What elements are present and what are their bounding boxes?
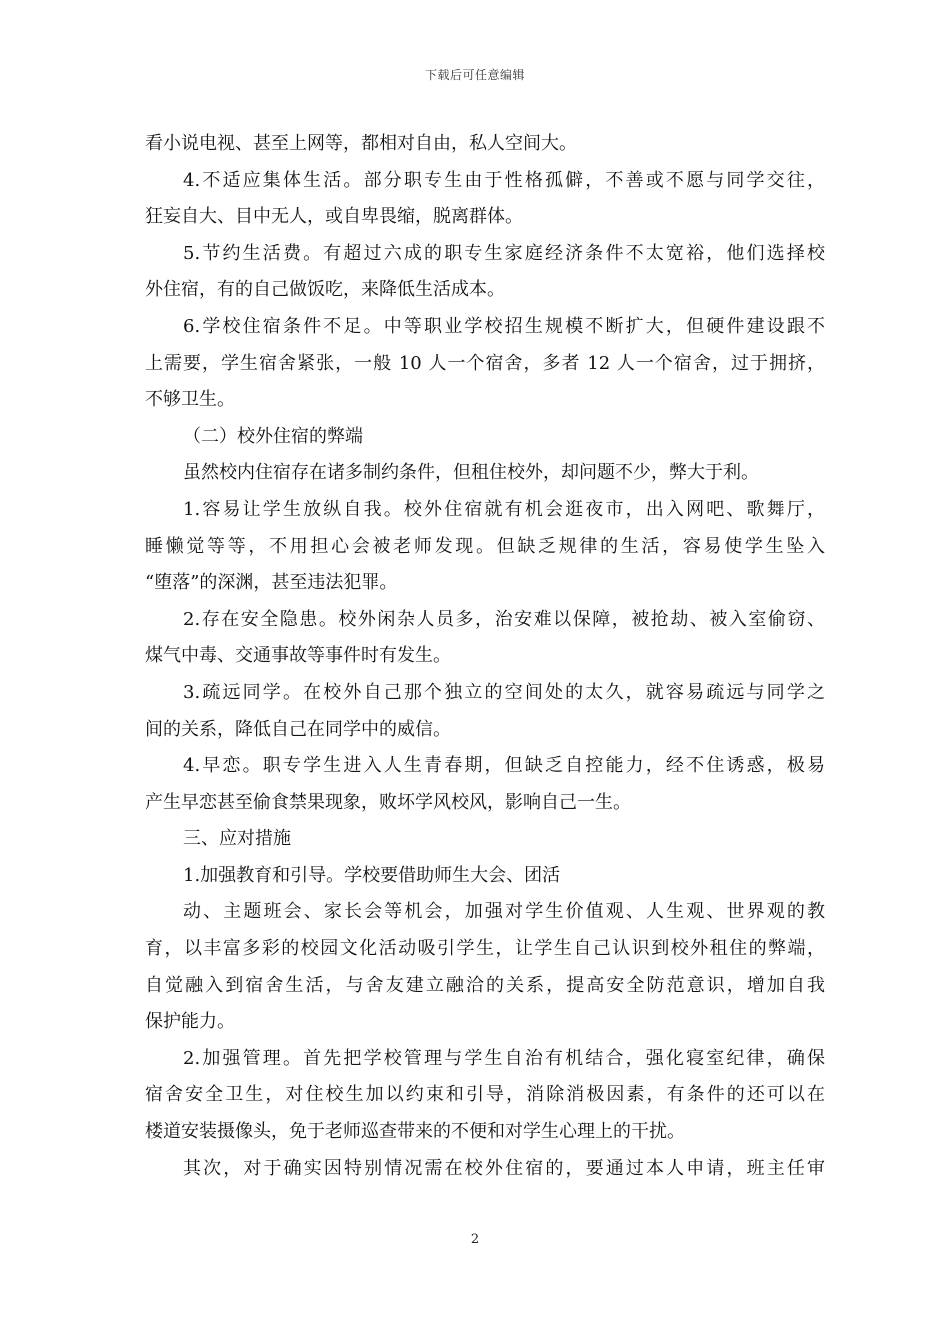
text-line: 保护能力。 — [145, 1011, 235, 1033]
page-number: 2 — [470, 1232, 480, 1247]
text-line: 外住宿，有的自己做饭吃，来降低生活成本。 — [145, 279, 505, 301]
text-line: 4.不适应集体生活。部分职专生由于性格孤僻，不善或不愿与同学交往， — [183, 169, 825, 191]
text-line: 煤气中毒、交通事故等事件时有发生。 — [145, 645, 451, 667]
text-line: 5.节约生活费。有超过六成的职专生家庭经济条件不太宽裕，他们选择校 — [183, 242, 825, 264]
text-line: 其次，对于确实因特别情况需在校外住宿的，要通过本人申请，班主任审 — [183, 1157, 825, 1179]
text-line: 2.加强管理。首先把学校管理与学生自治有机结合，强化寝室纪律，确保 — [183, 1047, 825, 1069]
text-line: 宿舍安全卫生，对住校生加以约束和引导，消除消极因素，有条件的还可以在 — [145, 1084, 825, 1106]
text-line: 虽然校内住宿存在诸多制约条件，但租住校外，却问题不少，弊大于利。 — [183, 462, 759, 484]
page-header-note: 下载后可任意编辑 — [424, 68, 525, 82]
text-line: 楼道安装摄像头，免于老师巡查带来的不便和对学生心理上的干扰。 — [145, 1121, 685, 1143]
text-line: 动、主题班会、家长会等机会，加强对学生价值观、人生观、世界观的教 — [183, 901, 825, 923]
text-line: 3.疏远同学。在校外自己那个独立的空间处的太久，就容易疏远与同学之 — [183, 681, 825, 703]
text-line: （二）校外住宿的弊端 — [183, 425, 363, 447]
text-line: 育，以丰富多彩的校园文化活动吸引学生，让学生自己认识到校外租住的弊端， — [145, 938, 825, 960]
text-line: 2.存在安全隐患。校外闲杂人员多，治安难以保障，被抢劫、被入室偷窃、 — [183, 608, 825, 630]
text-line: “堕落”的深渊，甚至违法犯罪。 — [145, 572, 398, 594]
text-line: 1.容易让学生放纵自我。校外住宿就有机会逛夜市，出入网吧、歌舞厅， — [183, 498, 825, 520]
text-line: 上需要，学生宿舍紧张，一般 10 人一个宿舍，多者 12 人一个宿舍，过于拥挤， — [145, 352, 825, 374]
text-line: 4.早恋。职专学生进入人生青春期，但缺乏自控能力，经不住诱惑，极易 — [183, 755, 825, 777]
text-line: 三、应对措施 — [183, 828, 291, 850]
text-line: 产生早恋甚至偷食禁果现象，败坏学风校风，影响自己一生。 — [145, 791, 631, 813]
document-body — [145, 126, 825, 1187]
text-line: 6.学校住宿条件不足。中等职业学校招生规模不断扩大，但硬件建设跟不 — [183, 315, 825, 337]
text-line: 不够卫生。 — [145, 389, 235, 411]
text-line: 间的关系，降低自己在同学中的威信。 — [145, 718, 451, 740]
text-line: 狂妄自大、目中无人，或自卑畏缩，脱离群体。 — [145, 206, 523, 228]
text-line: 看小说电视、甚至上网等，都相对自由，私人空间大。 — [145, 133, 577, 154]
text-line: 睡懒觉等等，不用担心会被老师发现。但缺乏规律的生活，容易使学生坠入 — [145, 535, 825, 557]
text-line: 自觉融入到宿舍生活，与舍友建立融洽的关系，提高安全防范意识，增加自我 — [145, 974, 825, 996]
text-line: 1.加强教育和引导。学校要借助师生大会、团活 — [183, 864, 561, 886]
